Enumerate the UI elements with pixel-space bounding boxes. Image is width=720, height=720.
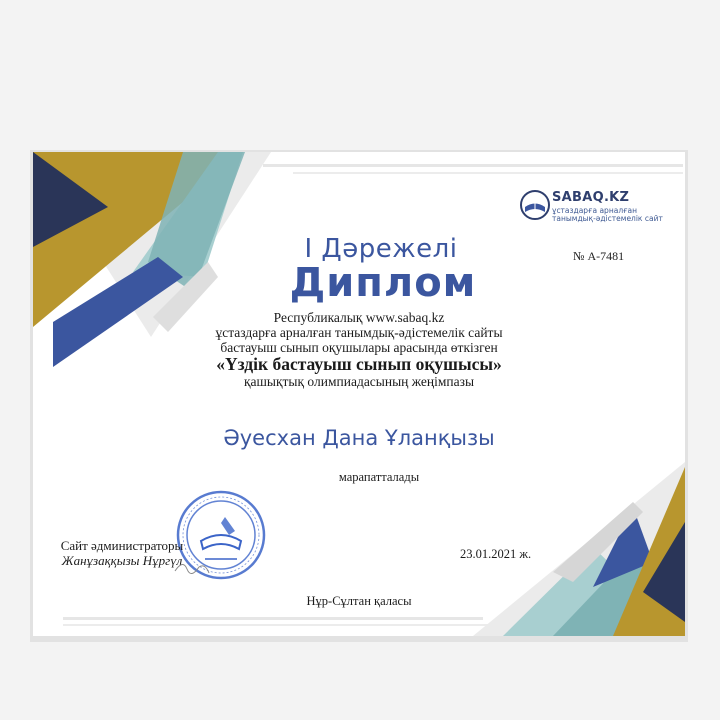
winner-name: Әуесхан Дана Ұланқызы	[223, 426, 495, 450]
diploma-certificate	[33, 152, 685, 636]
diploma-title: Диплом	[289, 260, 477, 306]
body-line-2: ұстаздарға арналған танымдық-әдістемелік сайты	[215, 325, 503, 340]
issue-city: Нұр-Сұлтан қаласы	[306, 594, 412, 608]
awarded-text: марапатталады	[338, 470, 420, 484]
admin-name: Жанұзаққызы Нұргүл	[61, 553, 183, 568]
logo-subtitle-line2: танымдық-әдістемелік сайт	[552, 214, 663, 223]
admin-role: Сайт әдминистраторы	[60, 538, 184, 553]
issue-date: 23.01.2021 ж.	[460, 547, 532, 561]
body-line-3: бастауыш сынып оқушылары арасында өткізген	[220, 340, 498, 355]
book-icon	[520, 190, 550, 220]
logo-title: SABAQ.KZ	[552, 190, 630, 205]
diploma-number: № А-7481	[573, 249, 625, 263]
logo-subtitle-line1: ұстаздарға арналған	[552, 206, 638, 215]
sabaq-logo	[520, 188, 680, 228]
signature-mark	[173, 557, 213, 579]
body-line-1: Республикалық www.sabaq.kz	[273, 310, 445, 325]
body-line-4: қашықтық олимпиадасының жеңімпазы	[243, 374, 475, 389]
logo-subtitle	[552, 207, 682, 223]
degree-title: I Дәрежелі	[304, 234, 458, 264]
contest-name: «Үздік бастауыш сынып оқушысы»	[216, 354, 502, 374]
